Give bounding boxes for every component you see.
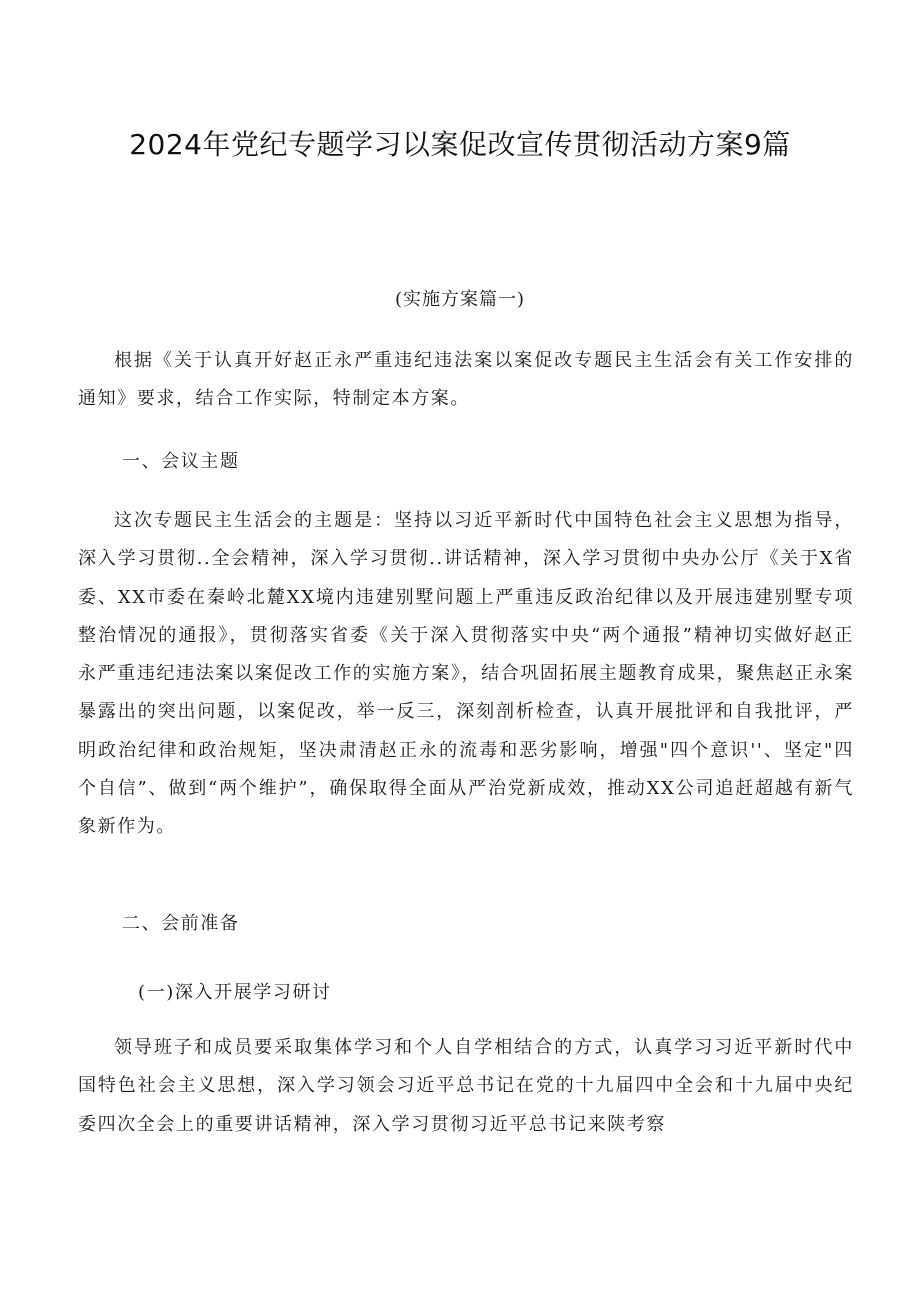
study-paragraph: 领导班子和成员要采取集体学习和个人自学相结合的方式，认真学习习近平新时代中国特色社会主义思想，深入学习领会习近平总书记在党的十九届四中全会和十九届中央纪委四次全会上的重要讲话精神，深入学习贯彻习近平总书记来陕考察 (78, 1037, 854, 1135)
intro-paragraph: 根据《关于认真开好赵正永严重违纪违法案以案促改专题民主生活会有关工作安排的通知》要求，结合工作实际，特制定本方案。 (78, 350, 854, 410)
document-title: 2024年党纪专题学习以案促改宣传贯彻活动方案9篇 (129, 128, 791, 161)
heading-preparation: 二、会前准备 (122, 913, 240, 934)
theme-paragraph: 这次专题民主生活会的主题是：坚持以习近平新时代中国特色社会主义思想为指导，深入学习贯彻..全会精神，深入学习贯彻..讲话精神，深入学习贯彻中央办公厅《关于X省委、XX市委在秦岭北麓XX境内违建别墅问题上严重违反政治纪律以及开展违建别墅专项整治情况的通报》，贯彻落实省委《关于深入贯彻落实中央“两个通报”精神切实做好赵正永严重违纪违法案以案促改工作的实施方案》，结合巩固拓展主题教育成果，聚焦赵正永案暴露出的突出问题，以案促改，举一反三，深刻剖析检查，认真开展批评和自我批评，严明政治纪律和政治规矩，坚决肃清赵正永的流毒和恶劣影响，增强"四个意识''、坚定"四个自信”、做到“两个维护”，确保取得全面从严治党新成效，推动XX公司追赶超越有新气象新作为。 (78, 510, 854, 838)
section-subtitle: (实施方案篇一) (394, 289, 526, 310)
subheading-study: (一)深入开展学习研讨 (138, 982, 332, 1003)
heading-meeting-theme: 一、会议主题 (122, 451, 240, 472)
